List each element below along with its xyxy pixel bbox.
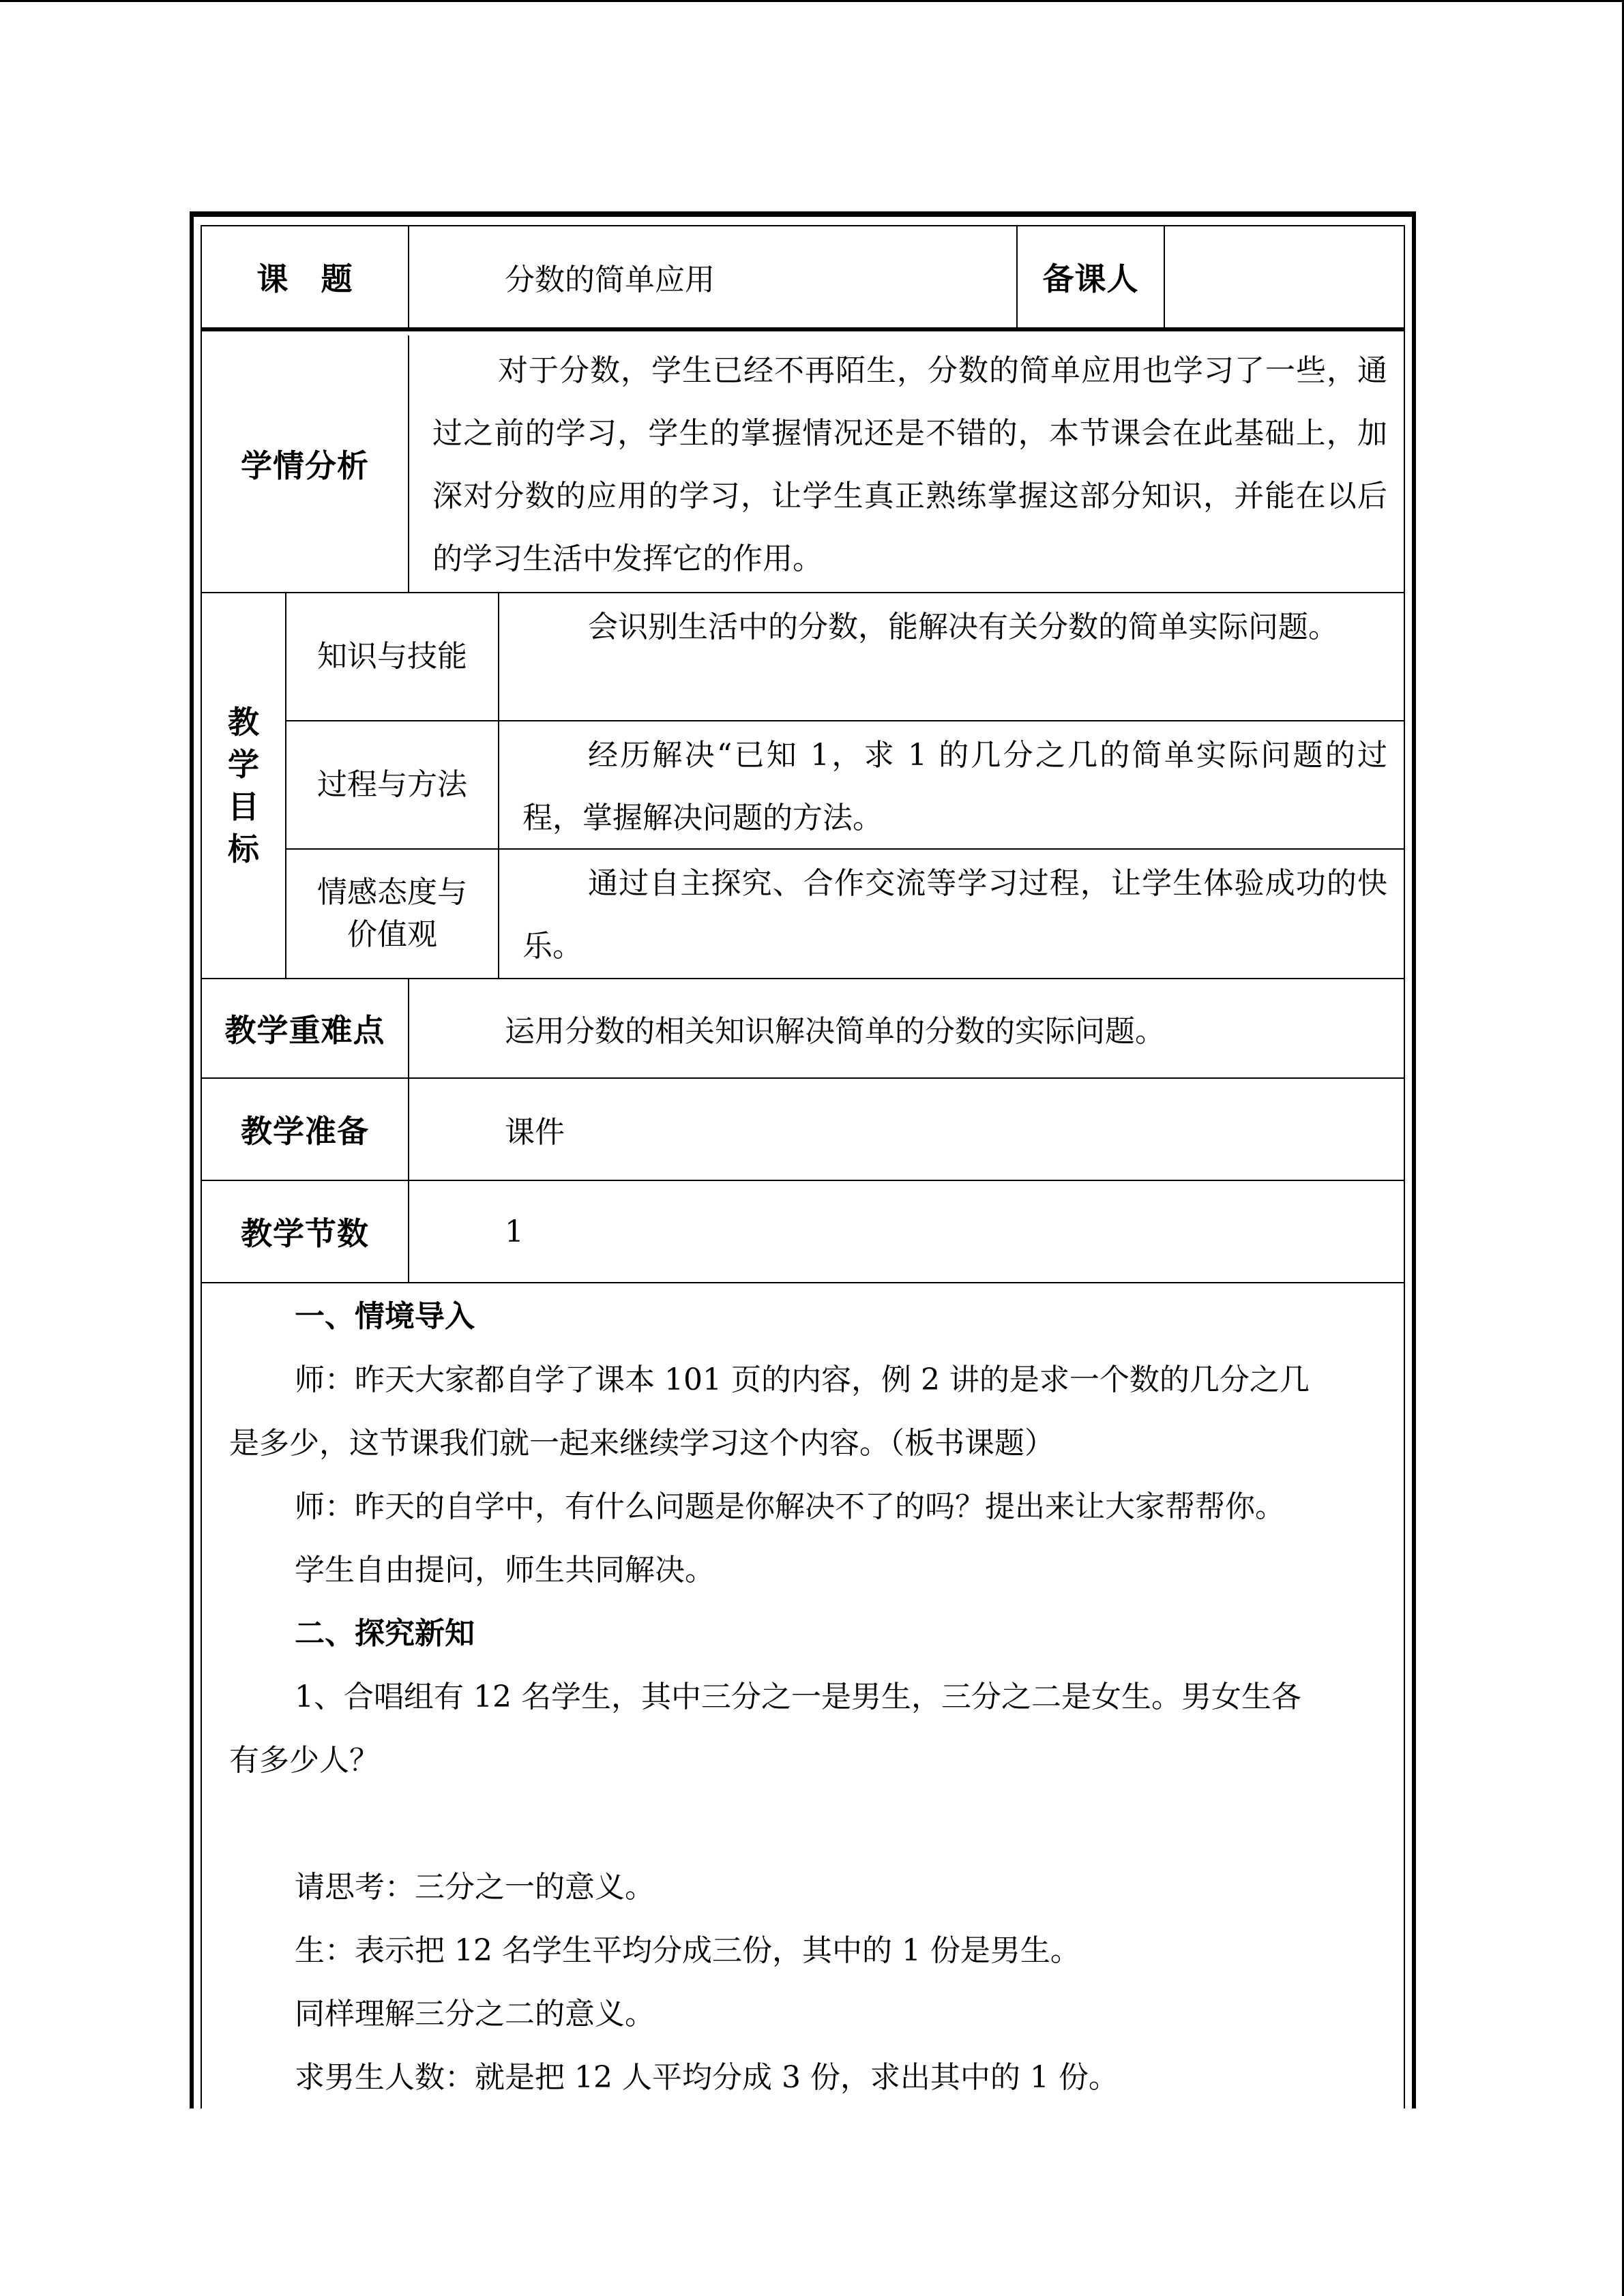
process-paragraph: 同样理解三分之二的意义。 <box>295 1997 655 2031</box>
key-points-label: 教学重难点 <box>224 1012 385 1049</box>
objectives-char: 标 <box>228 831 259 867</box>
objective-text: 会识别生活中的分数，能解决有关分数的简单实际问题。 <box>588 610 1338 644</box>
objectives-char: 目 <box>228 788 259 825</box>
divider <box>408 336 409 592</box>
objectives-char: 学 <box>228 746 259 783</box>
blank-line <box>229 1792 1376 1855</box>
lesson-plan-table <box>190 211 1416 2108</box>
objective-attitude-text <box>522 852 1387 978</box>
objective-text: 通过自主探究、合作交流等学习过程，让学生体验成功的快乐。 <box>522 866 1387 964</box>
analysis-label: 学情分析 <box>241 447 369 484</box>
page-top-border <box>0 0 1624 2</box>
preparation-value: 课件 <box>505 1115 565 1150</box>
process-paragraph: 请思考：三分之一的意义。 <box>295 1870 655 1905</box>
preparation-label: 教学准备 <box>241 1113 369 1150</box>
process-paragraph: 1、合唱组有 12 名学生，其中三分之一是男生，三分之二是女生。男女生各 <box>295 1680 1301 1714</box>
objective-process-label <box>286 721 498 848</box>
objective-label-text: 知识与技能 <box>317 639 467 674</box>
objective-label-text: 情感态度与 <box>317 875 467 910</box>
key-points-value: 运用分数的相关知识解决简单的分数的实际问题。 <box>505 1014 1165 1049</box>
objective-label-text: 价值观 <box>347 917 437 952</box>
row-separator <box>202 1282 1404 1283</box>
process-paragraph: 学生自由提问，师生共同解决。 <box>295 1553 715 1587</box>
section-heading: 一、情境导入 <box>295 1299 475 1334</box>
objective-text: 经历解决“已知 1，求 1 的几分之几的简单实际问题的过程，掌握解决问题的方法。 <box>522 738 1387 835</box>
objectives-char: 教 <box>228 704 259 741</box>
process-paragraph: 有多少人？ <box>229 1743 379 1778</box>
topic-label: 课 题 <box>256 260 353 297</box>
objectives-label <box>202 593 285 978</box>
divider <box>498 593 499 978</box>
lesson-plan-table-inner <box>201 225 1405 2108</box>
process-paragraph: 师：昨天大家都自学了课本 101 页的内容，例 2 讲的是求一个数的几分之几 <box>295 1362 1310 1397</box>
process-paragraph: 师：昨天的自学中，有什么问题是你解决不了的吗？提出来让大家帮帮你。 <box>295 1489 1285 1524</box>
preparer-value <box>1165 226 1397 327</box>
section-heading: 二、探究新知 <box>295 1616 475 1651</box>
periods-label: 教学节数 <box>241 1215 369 1252</box>
objective-knowledge-label <box>286 593 498 720</box>
process-paragraph: 生：表示把 12 名学生平均分成三份，其中的 1 份是男生。 <box>295 1933 1080 1968</box>
header-separator <box>202 327 1404 331</box>
objective-attitude-label <box>286 850 498 978</box>
process-paragraph: 是多少，这节课我们就一起来继续学习这个内容。（板书课题） <box>229 1426 1054 1461</box>
objective-process-text <box>522 724 1387 850</box>
topic-value: 分数的简单应用 <box>505 263 715 297</box>
teaching-process <box>229 1285 1376 2109</box>
analysis-text-content: 对于分数，学生已经不再陌生，分数的简单应用也学习了一些，通过之前的学习，学生的掌握情况还是不错的，本节课会在此基础上，加深对分数的应用的学习，让学生真正熟练掌握这部分知识，并能在以后的学习生活中发挥它的作用。 <box>432 353 1387 576</box>
analysis-text <box>432 340 1387 591</box>
preparer-label: 备课人 <box>1042 260 1139 297</box>
objective-label-text: 过程与方法 <box>317 767 467 802</box>
objective-knowledge-text <box>522 596 1387 659</box>
process-paragraph: 求男生人数：就是把 12 人平均分成 3 份，求出其中的 1 份。 <box>295 2060 1119 2095</box>
periods-value: 1 <box>505 1214 524 1249</box>
